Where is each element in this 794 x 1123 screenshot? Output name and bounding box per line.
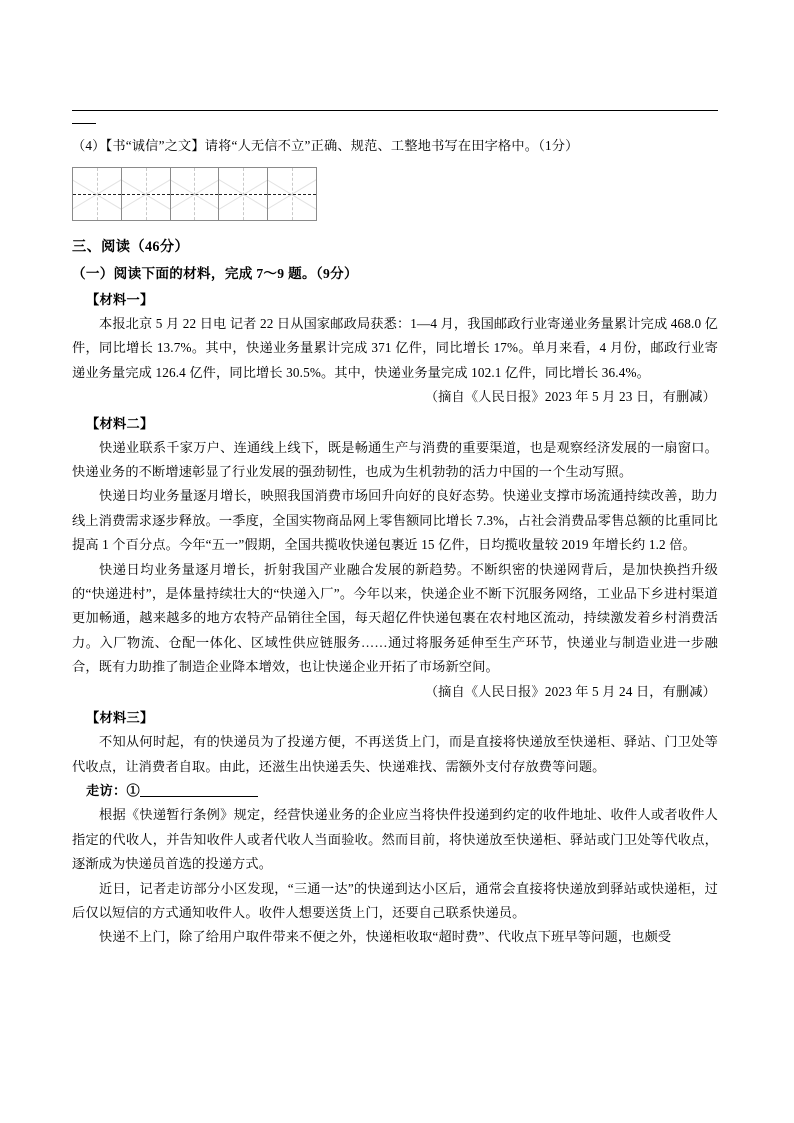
visit-marker: ① — [126, 782, 140, 798]
cell-vertical-guide — [292, 168, 293, 220]
material-one-source: （摘自《人民日报》2023 年 5 月 23 日，有删减） — [424, 389, 716, 405]
section-three-heading: 三、阅读（46分） — [72, 239, 190, 255]
material-one-paragraph: 本报北京 5 月 22 日电 记者 22 日从国家邮政局获悉：1—4 月，我国邮政行业寄递业务量累计完成 468.0 亿件，同比增长 13.7%。其中，快递业务量累计完成 371 亿件，同比增长 17%。单月来看，4 月份，邮政行业寄递业务量完成 126.4 亿件，同比增长 30.5%。其中，快递业务量完成 102.1 亿件，同比增长 36.4%。 — [72, 316, 718, 380]
cell-vertical-guide — [194, 168, 195, 220]
cell-vertical-guide — [97, 168, 98, 220]
cell-horizontal-guide — [268, 194, 316, 195]
short-dash-rule — [72, 123, 96, 124]
tianzige-grid-container — [72, 167, 718, 221]
cell-horizontal-guide — [219, 194, 267, 195]
visit-label: 走访： — [86, 782, 127, 798]
question-4-text: （4）【书“诚信”之文】请将“人无信不立”正确、规范、工整地书写在田字格中。（1分） — [72, 138, 579, 153]
material-three-label: 【材料三】 — [86, 710, 154, 726]
material-two-label: 【材料二】 — [86, 415, 154, 431]
material-two-paragraph: 快递日均业务量逐月增长，映照我国消费市场回升向好的良好态势。快递业支撑市场流通持续改善，助力线上消费需求逐步释放。一季度，全国实物商品网上零售额同比增长 7.3%，占社会消费品零售总额的比重同比提高 1 个百分点。今年“五一”假期，全国共揽收快递包裹近 15 亿件，日均揽收量较 2019 年增长约 1.2 倍。 — [72, 488, 718, 553]
tianzige-cell[interactable] — [122, 168, 171, 220]
visit-answer-blank[interactable] — [140, 782, 258, 797]
material-one-label: 【材料一】 — [86, 292, 154, 307]
material-two-paragraph: 快递日均业务量逐月增长，折射我国产业融合发展的新趋势。不断织密的快递网背后，是加快换挡升级的“快递进村”，是体量持续壮大的“快递入厂”。今年以来，快递企业不断下沉服务网络，工业品下乡进村渠道更加畅通，越来越多的地方农特产品销往全国，每天超亿件快递包裹在农村地区流动，持续激发着乡村消费活力。入厂物流、仓配一体化、区域性供应链服务……通过将服务延伸至生产环节，快递业与制造业进一步融合，既有力助推了制造企业降本增效，也让快递企业开拓了市场新空间。 — [72, 561, 718, 675]
material-two-paragraph: 快递业联系千家万户、连通线上线下，既是畅通生产与消费的重要渠道，也是观察经济发展的一扇窗口。快递业务的不断增速彰显了行业发展的强劲韧性，也成为生机勃勃的活力中国的一个生动写照。 — [72, 439, 718, 480]
cell-vertical-guide — [146, 168, 147, 220]
tianzige-cell[interactable] — [73, 168, 122, 220]
tianzige-cell[interactable] — [171, 168, 220, 220]
material-three-paragraph: 不知从何时起，有的快递员为了投递方便，不再送货上门，而是直接将快递放至快递柜、驿站、门卫处等代收点，让消费者自取。由此，还滋生出快递丢失、快递难找、需额外支付存放费等问题。 — [72, 734, 718, 774]
cell-horizontal-guide — [73, 194, 121, 195]
visit-heading-line — [72, 779, 718, 803]
material-three-paragraph: 快递不上门，除了给用户取件带来不便之外，快递柜收取“超时费”、代收点下班早等问题，也颇受 — [99, 929, 672, 945]
material-two-source: （摘自《人民日报》2023 年 5 月 24 日，有删减） — [424, 683, 716, 699]
material-three-paragraph: 近日，记者走访部分小区发现，“三通一达”的快递到达小区后，通常会直接将快递放到驿站或快递柜，过后仅以短信的方式通知收件人。收件人想要送货上门，还要自己联系快递员。 — [72, 880, 718, 920]
tianzige-grid[interactable] — [72, 167, 317, 221]
tianzige-cell[interactable] — [219, 168, 268, 220]
cell-vertical-guide — [243, 168, 244, 220]
material-three-paragraph: 根据《快递暂行条例》规定，经营快递业务的企业应当将快件投递到约定的收件地址、收件人或者收件人指定的代收人，并告知收件人或者代收人当面验收。然而目前，将快递放至快递柜、驿站或门卫处等代收点，逐渐成为快递员首选的投递方式。 — [72, 807, 718, 872]
subsection-one-heading: （一）阅读下面的材料，完成 7～9 题。（9分） — [72, 266, 358, 281]
cell-horizontal-guide — [171, 194, 219, 195]
page-content — [72, 110, 718, 950]
cell-horizontal-guide — [122, 194, 170, 195]
tianzige-cell[interactable] — [268, 168, 317, 220]
short-rule-container — [72, 111, 718, 131]
